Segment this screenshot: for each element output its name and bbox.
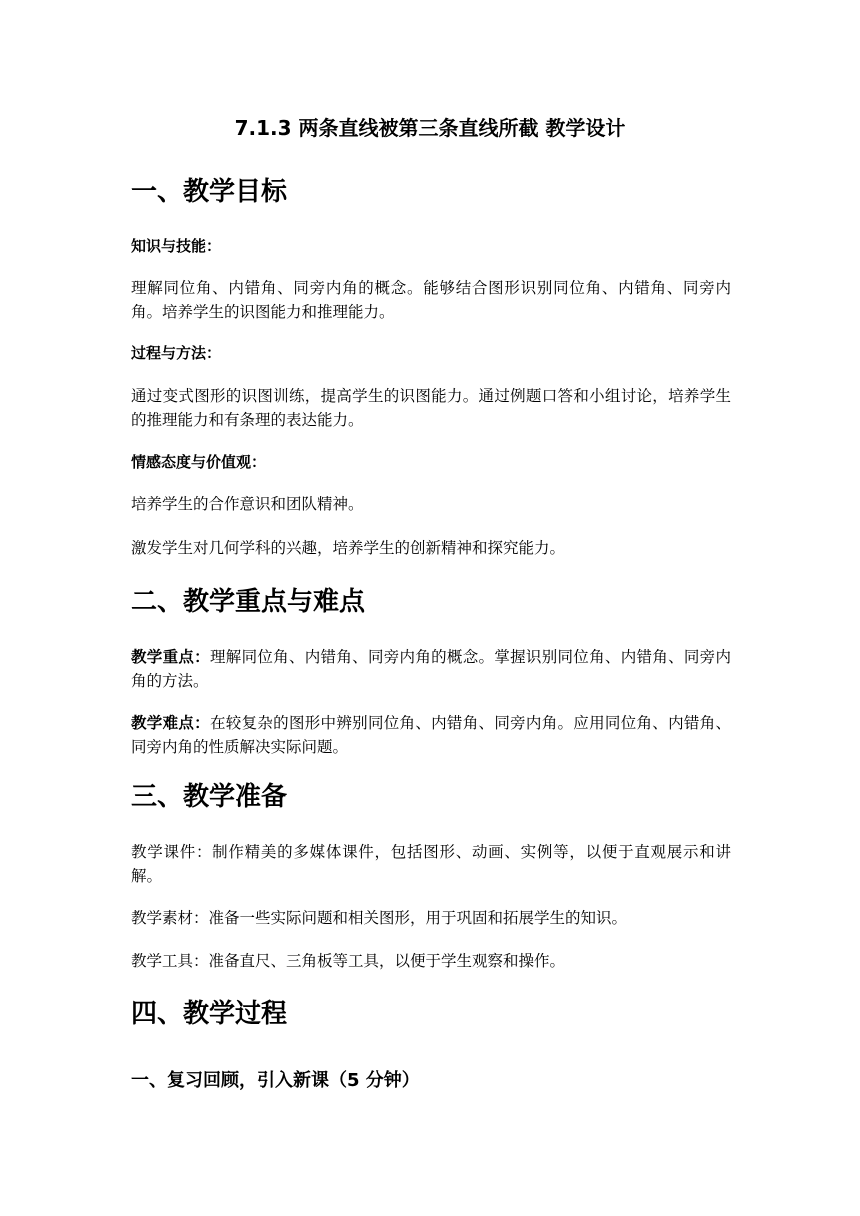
subsection-review-intro: 一、复习回顾，引入新课（5 分钟） <box>131 1070 420 1091</box>
section-heading-process: 四、教学过程 <box>131 999 288 1029</box>
teaching-difficulty-text: 在较复杂的图形中辨别同位角、内错角、同旁内角。应用同位角、内错角、同旁内角的性质解决实际问题。 <box>131 714 731 756</box>
section-heading-teaching-goals: 一、教学目标 <box>131 177 288 207</box>
emotion-values-label: 情感态度与价值观： <box>131 453 267 471</box>
prep-materials: 教学素材：准备一些实际问题和相关图形，用于巩固和拓展学生的知识。 <box>131 909 628 927</box>
process-method-text: 通过变式图形的识图训练，提高学生的识图能力。通过例题口答和小组讨论，培养学生的推理能力和有条理的表达能力。 <box>131 387 731 429</box>
knowledge-skills-label: 知识与技能： <box>131 237 222 255</box>
emotion-values-text-1: 培养学生的合作意识和团队精神。 <box>131 495 364 513</box>
knowledge-skills-text: 理解同位角、内错角、同旁内角的概念。能够结合图形识别同位角、内错角、同旁内角。培养学生的识图能力和推理能力。 <box>131 279 731 321</box>
process-method-label: 过程与方法： <box>131 344 222 362</box>
teaching-key-text: 理解同位角、内错角、同旁内角的概念。掌握识别同位角、内错角、同旁内角的方法。 <box>131 648 731 690</box>
teaching-difficulty-label: 教学难点： <box>131 714 210 732</box>
prep-courseware: 教学课件：制作精美的多媒体课件，包括图形、动画、实例等，以便于直观展示和讲解。 <box>131 843 731 885</box>
section-heading-preparation: 三、教学准备 <box>131 782 288 812</box>
teaching-key-point <box>131 645 731 693</box>
teaching-difficulty <box>131 711 731 759</box>
prep-tools: 教学工具：准备直尺、三角板等工具，以便于学生观察和操作。 <box>131 952 566 970</box>
section-heading-key-difficult: 二、教学重点与难点 <box>131 587 366 617</box>
emotion-values-text-2: 激发学生对几何学科的兴趣，培养学生的创新精神和探究能力。 <box>131 539 566 557</box>
teaching-key-label: 教学重点： <box>131 648 210 666</box>
document-title: 7.1.3 两条直线被第三条直线所截 教学设计 <box>234 116 626 140</box>
